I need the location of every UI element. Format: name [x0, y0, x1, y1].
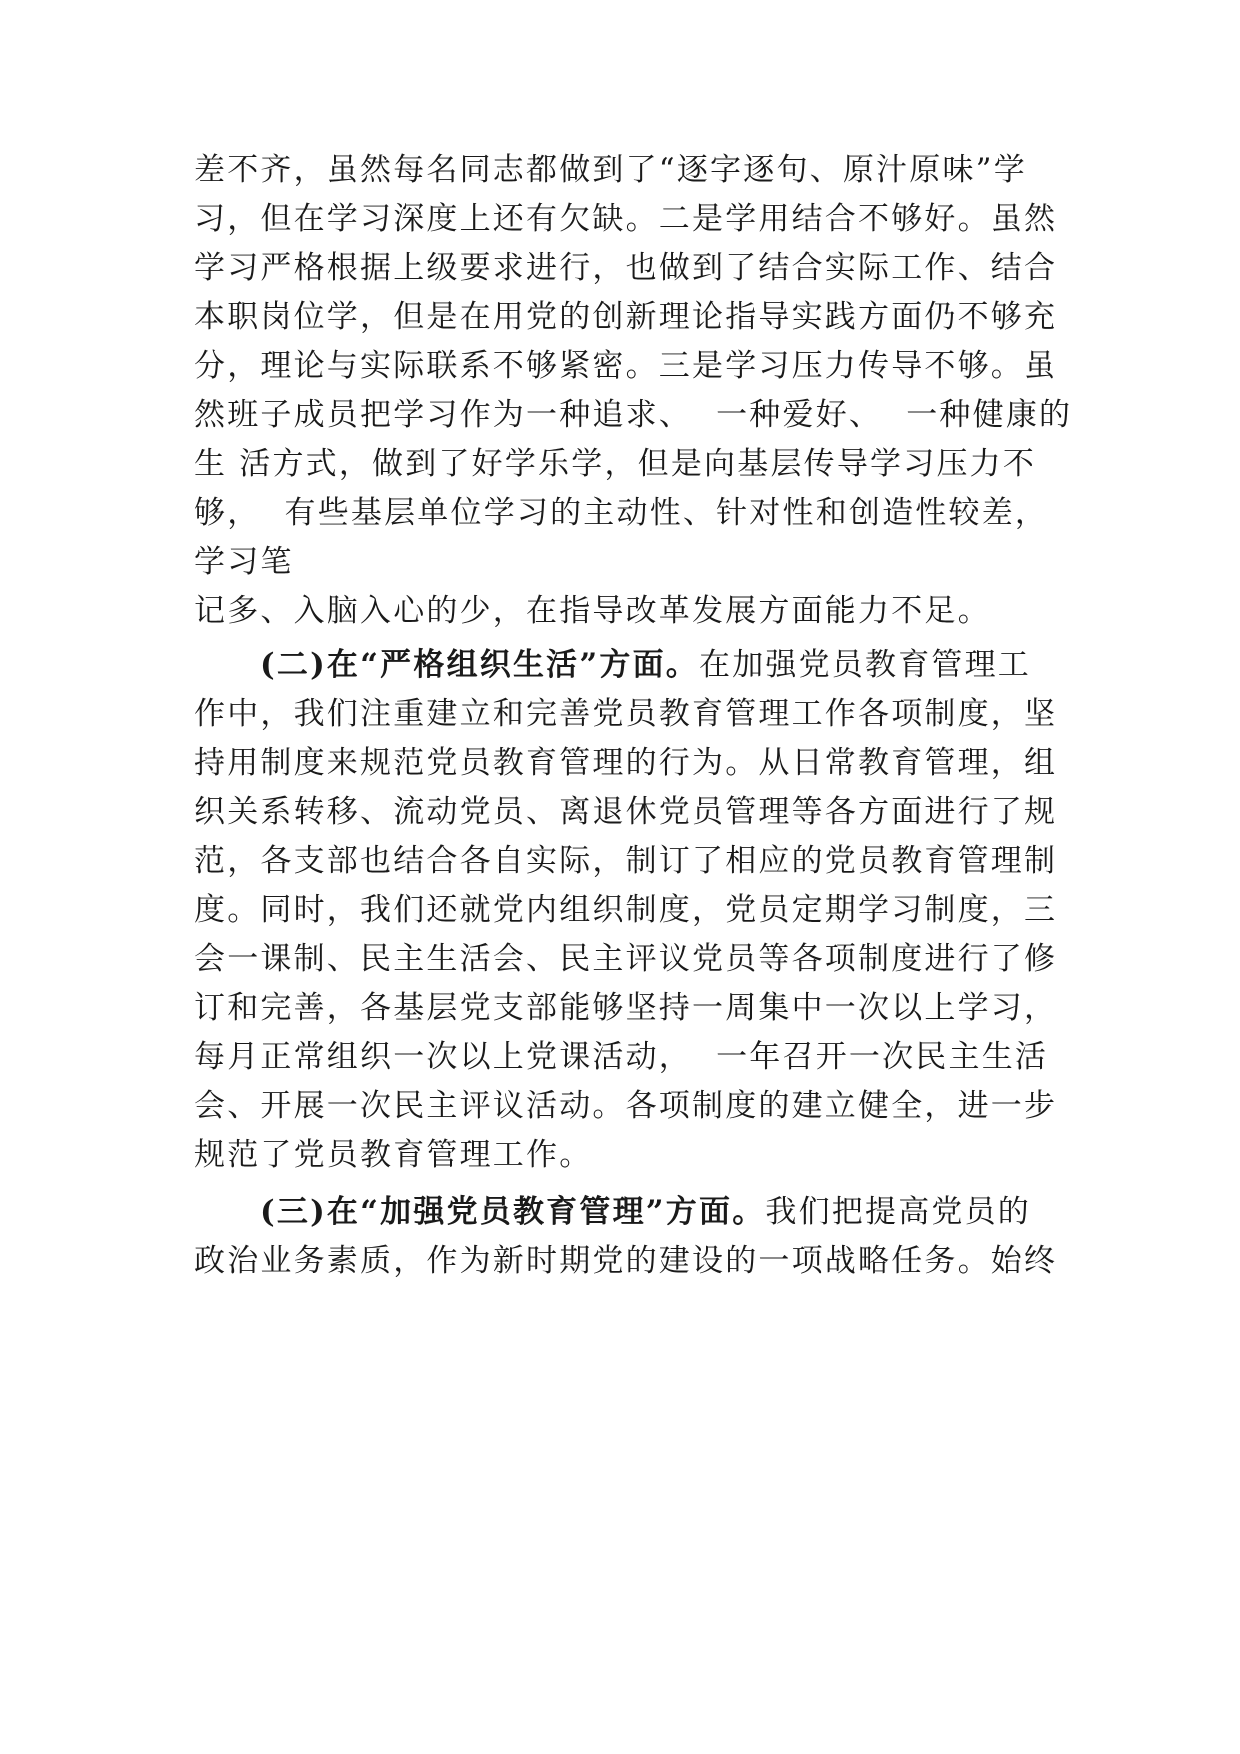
text-line: 订和完善，各基层党支部能够坚持一周集中一次以上学习， — [194, 990, 1058, 1026]
section-2-heading: (二)在“严格组织生活”方面。 — [260, 647, 699, 683]
text-line: 然班子成员把学习作为一种追求、 一种爱好、 一种健康的 — [194, 397, 1073, 433]
text-line: 学习笔 — [194, 544, 294, 580]
text-line: 度。同时，我们还就党内组织制度，党员定期学习制度，三 — [194, 892, 1058, 928]
section-2-first-line-text: 在加强党员教育管理工 — [699, 647, 1031, 683]
text-line: 织关系转移、流动党员、离退休党员管理等各方面进行了规 — [194, 794, 1058, 830]
section-3-first-line-text: 我们把提高党员的 — [765, 1194, 1032, 1230]
text-line: 会、开展一次民主评议活动。各项制度的建立健全，进一步 — [194, 1088, 1058, 1124]
text-line: 学习严格根据上级要求进行，也做到了结合实际工作、结合 — [194, 250, 1058, 286]
text-line: 规范了党员教育管理工作。 — [194, 1137, 593, 1173]
text-line: 政治业务素质，作为新时期党的建设的一项战略任务。始终 — [194, 1243, 1058, 1279]
text-line: 差不齐，虽然每名同志都做到了“逐字逐句、原汁原味”学 — [194, 152, 1027, 188]
text-line: 生 活方式，做到了好学乐学，但是向基层传导学习压力不 — [194, 446, 1037, 482]
section-2-first-line — [260, 645, 1055, 685]
text-line: 分，理论与实际联系不够紧密。三是学习压力传导不够。虽 — [194, 348, 1058, 384]
text-line: 范，各支部也结合各自实际，制订了相应的党员教育管理制 — [194, 843, 1058, 879]
text-line: 会一课制、民主生活会、民主评议党员等各项制度进行了修 — [194, 941, 1058, 977]
text-line: 记多、入脑入心的少，在指导改革发展方面能力不足。 — [194, 593, 991, 629]
text-line: 够， 有些基层单位学习的主动性、针对性和创造性较差， — [194, 495, 1049, 531]
text-line: 作中，我们注重建立和完善党员教育管理工作各项制度，坚 — [194, 696, 1058, 732]
text-line: 持用制度来规范党员教育管理的行为。从日常教育管理，组 — [194, 745, 1058, 781]
section-3-first-line — [260, 1192, 1055, 1232]
text-line: 习，但在学习深度上还有欠缺。二是学用结合不够好。虽然 — [194, 201, 1058, 237]
section-3-heading: (三)在“加强党员教育管理”方面。 — [260, 1194, 766, 1230]
text-line: 每月正常组织一次以上党课活动， 一年召开一次民主生活 — [194, 1039, 1049, 1075]
text-line: 本职岗位学，但是在用党的创新理论指导实践方面仍不够充 — [194, 299, 1058, 335]
